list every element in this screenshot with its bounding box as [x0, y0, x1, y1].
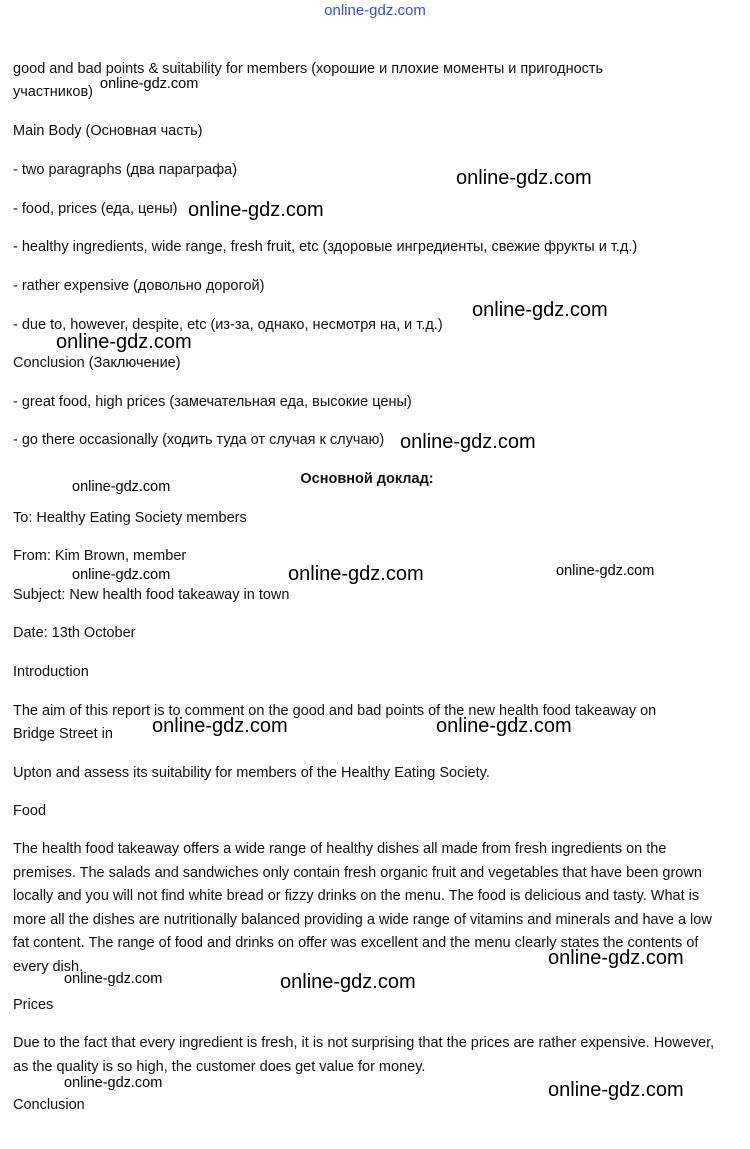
watermark: online-gdz.com — [64, 971, 163, 987]
plan-two-paragraphs: - two paragraphs (два параграфа) — [13, 162, 238, 178]
report-subject: Subject: New health food takeaway in town — [13, 587, 290, 603]
food-paragraph: The health food takeaway offers a wide range of healthy dishes all made from fresh ingredients on the premises. The salads and sandwiches only contain fresh organic fruit and vegetables that have been grown locally and you will not find white bread or fizzy drinks on the menu. The food is delicious and tasty. What is more all the dishes are nutritionally balanced providing a wide range of vitamins and minerals and have a low fat content. The range of food and drinks on offer was excellent and the menu clearly states the contents of every dish. — [13, 841, 712, 975]
plan-go-there: - go there occasionally (ходить туда от случая к случаю) — [13, 432, 385, 448]
prices-heading: Prices — [13, 997, 54, 1013]
plan-great-food: - great food, high prices (замечательная еда, высокие цены) — [13, 394, 412, 410]
watermark: online-gdz.com — [548, 1079, 684, 1101]
watermark: online-gdz.com — [556, 563, 655, 579]
watermark: online-gdz.com — [456, 167, 592, 189]
conclusion-heading: Conclusion — [13, 1097, 85, 1113]
watermark: online-gdz.com — [152, 715, 288, 737]
header-watermark: online-gdz.com — [324, 2, 426, 19]
plan-main-body: Main Body (Основная часть) — [13, 123, 203, 139]
plan-line-2: участников) — [13, 84, 93, 100]
watermark: online-gdz.com — [436, 715, 572, 737]
intro-line-1: The aim of this report is to comment on the good and bad points of the new health food takeaway on — [13, 703, 657, 719]
report-to: To: Healthy Eating Society members — [13, 510, 247, 526]
food-heading: Food — [13, 803, 47, 819]
watermark: online-gdz.com — [280, 971, 416, 993]
plan-food-prices: - food, prices (еда, цены) — [13, 201, 178, 217]
watermark: online-gdz.com — [56, 331, 192, 353]
watermark: online-gdz.com — [548, 947, 684, 969]
watermark: online-gdz.com — [472, 299, 608, 321]
watermark: online-gdz.com — [100, 76, 199, 92]
watermark: online-gdz.com — [64, 1075, 163, 1091]
watermark: online-gdz.com — [288, 563, 424, 585]
watermark: online-gdz.com — [400, 431, 536, 453]
report-heading: Основной доклад: — [300, 471, 434, 487]
watermark: online-gdz.com — [188, 199, 324, 221]
plan-conclusion: Conclusion (Заключение) — [13, 355, 181, 371]
plan-line-1: good and bad points & suitability for members (хорошие и плохие моменты и пригодность — [13, 61, 604, 77]
intro-line-2: Bridge Street in — [13, 726, 113, 742]
plan-due-to: - due to, however, despite, etc (из-за, однако, несмотря на, и т.д.) — [13, 317, 443, 333]
plan-expensive: - rather expensive (довольно дорогой) — [13, 278, 265, 294]
prices-paragraph: Due to the fact that every ingredient is fresh, it is not surprising that the prices are rather expensive. However, as the quality is so high, the customer does get value for money. — [13, 1035, 715, 1075]
watermark: online-gdz.com — [72, 567, 171, 583]
report-from: From: Kim Brown, member — [13, 548, 187, 564]
watermark: online-gdz.com — [72, 479, 171, 495]
report-date: Date: 13th October — [13, 625, 136, 641]
plan-healthy: - healthy ingredients, wide range, fresh fruit, etc (здоровые ингредиенты, свежие фрукты и т.д.) — [13, 239, 638, 255]
intro-line-3: Upton and assess its suitability for members of the Healthy Eating Society. — [13, 765, 490, 781]
introduction-heading: Introduction — [13, 664, 89, 680]
